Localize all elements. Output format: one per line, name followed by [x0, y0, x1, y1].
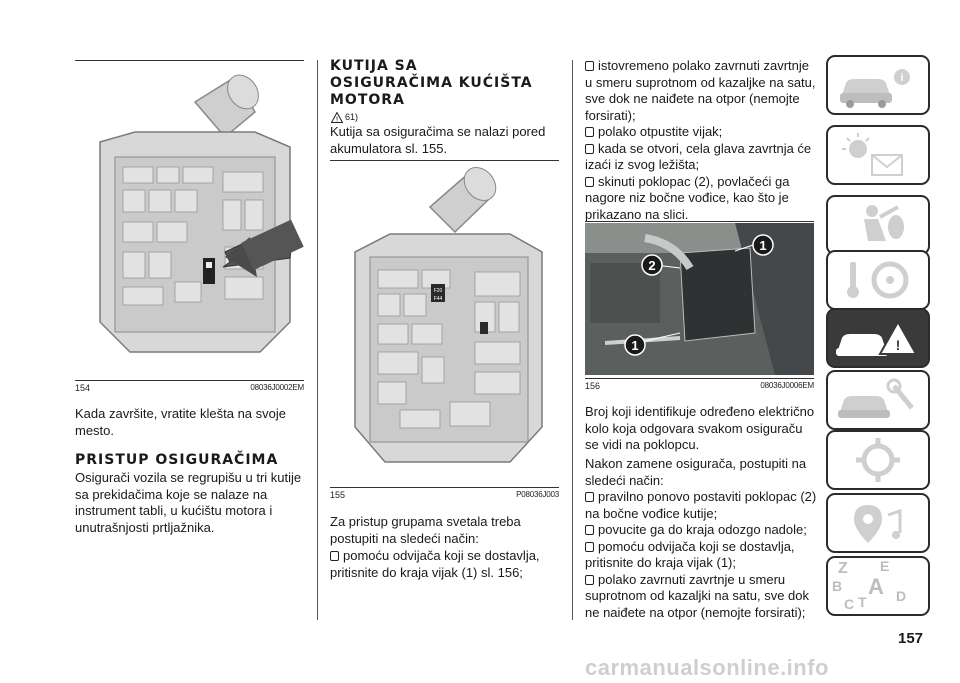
index-letter: Z [838, 560, 848, 577]
col3-bullet-text: polako zavrnuti zavrtnje u smeru suprotnom od kazaljki na satu, sve dok ne naiđete na otpor (nemojte forsirati); [585, 571, 810, 620]
col3-bullet-item [585, 58, 817, 124]
col3-bullet-item [585, 539, 819, 572]
figure-155-number: 155 [330, 490, 346, 500]
col2-bullet-item [330, 548, 562, 581]
col3-bullet-item [585, 141, 817, 174]
bullet-square-icon [585, 144, 594, 154]
caption-rule-156 [585, 378, 814, 379]
bullet-square-icon [585, 492, 594, 502]
col3-para2: Nakon zamene osigurača, postupiti na sledeći način: [585, 456, 807, 488]
sidebar-tab-technical-data[interactable] [826, 430, 930, 490]
sidebar-tab-starting-driving[interactable] [826, 250, 930, 310]
col2-bullet-text: pomoću odvijača koji se dostavlja, pritisnite do kraja vijak (1) sl. 156; [330, 548, 540, 580]
index-letter: E [880, 558, 890, 574]
figure-154-caption [75, 383, 304, 393]
figure-154-code: 08036J0002EM [250, 383, 304, 392]
sidebar-tab-car-info[interactable] [826, 55, 930, 115]
bullet-square-icon [585, 525, 594, 535]
figure-155 [330, 162, 559, 484]
sidebar-tab-safety[interactable] [826, 195, 930, 255]
bullet-square-icon [585, 177, 594, 187]
column-separator-2 [572, 60, 573, 620]
col3-bullet-item [585, 572, 819, 622]
svg-text:!: ! [895, 337, 901, 353]
col3-bullet-text: skinuti poklopac (2), povlačeći ga nagore niz bočne vođice, kao što je prikazano na slici. [585, 173, 790, 222]
heading-pristup-osiguracima: PRISTUP OSIGURAČIMA [75, 452, 279, 468]
figure-155-caption [330, 490, 559, 500]
technical-data-icon [828, 432, 928, 488]
figure-156-code: 08036J0006EM [760, 381, 814, 390]
col3-bullet-item [585, 522, 819, 539]
top-rule-col3 [585, 221, 814, 222]
figure-154 [75, 62, 304, 376]
car-info-icon [828, 57, 928, 113]
index-letter: D [896, 588, 907, 604]
col3-bullet-item [585, 124, 817, 141]
col3-bullet-item [585, 174, 817, 224]
index-letter: C [844, 596, 855, 612]
seat-airbag-icon [828, 197, 928, 253]
svg-text:!: ! [335, 115, 339, 123]
index-letter: T [858, 594, 867, 610]
top-rule-col1 [75, 60, 304, 61]
column-separator-1 [317, 60, 318, 620]
figure-156-number: 156 [585, 381, 601, 391]
sidebar-tab-lights-messages[interactable] [826, 125, 930, 185]
col3-bullet-text: pomoću odvijača koji se dostavlja, pritisnite do kraja vijak (1); [585, 538, 795, 570]
col2-intro-text: Kutija sa osiguračima se nalazi pored akumulatora sl. 155. [330, 124, 546, 156]
col3-bullet-item [585, 489, 819, 522]
col3-para1: Broj koji identifikuje određeno električno kolo koja odgovara svakom osiguraču se vidi na poklopcu. [585, 404, 815, 452]
col3-bottom-bullets [585, 489, 819, 621]
caption-rule-155 [330, 487, 559, 488]
page-number: 157 [898, 630, 924, 647]
col3-bullet-text: polako otpustite vijak; [598, 124, 723, 139]
figure-155-code: P08036J003 [516, 490, 559, 499]
top-rule-col2 [330, 160, 559, 161]
steering-key-icon [828, 252, 928, 308]
col2-access-text: Za pristup grupama svetala treba postupiti na sledeći način: [330, 514, 521, 546]
figure-156-photo [585, 223, 814, 375]
index-letter: B [832, 578, 843, 594]
heading-kutija-line2: OSIGURAČIMA KUĆIŠTA [330, 75, 533, 91]
maintenance-tools-icon [828, 372, 928, 428]
svg-text:i: i [900, 72, 904, 84]
index-letter: A [868, 574, 884, 599]
col3-bullet-text: istovremeno polako zavrnuti zavrtnje u smeru suprotnom od kazaljke na satu, sve dok ne naiđete na otpor (nemojte forsirati); [585, 58, 816, 123]
alphabetical-index-icon [828, 558, 928, 614]
watermark[interactable]: carmanualsonline.info [585, 655, 829, 680]
callout-1-top: 1 [759, 238, 767, 253]
col3-bullet-text: kada se otvori, cela glava zavrtnja će izaći iz svog ležišta; [585, 140, 812, 172]
fuse-label-f20: F20 [433, 288, 443, 294]
warning-reference: 61) [345, 112, 359, 122]
breakdown-warning-icon [828, 310, 928, 366]
bullet-square-icon [585, 542, 594, 552]
callout-2: 2 [648, 258, 656, 273]
heading-kutija-line1: KUTIJA SA [330, 58, 418, 74]
fuse-label-f44: F44 [433, 296, 443, 302]
lights-mail-icon [828, 127, 928, 183]
sidebar-tab-index[interactable] [826, 556, 930, 616]
sidebar-tab-emergency[interactable] [826, 308, 930, 368]
figure-156-caption [585, 381, 814, 391]
heading-kutija-line3: MOTORA [330, 92, 405, 108]
figure-154-number: 154 [75, 383, 91, 393]
bullet-square-icon [585, 127, 594, 137]
bullet-square-icon [585, 575, 594, 585]
bullet-square-icon [330, 551, 339, 561]
col3-top-bullets [585, 58, 817, 223]
col3-bullet-text: povucite ga do kraja odozgo nadole; [598, 522, 807, 537]
callout-1-bottom: 1 [631, 338, 639, 353]
col1-intro-text: Kada završite, vratite klešta na svoje mesto. [75, 406, 286, 438]
multimedia-navigation-icon [828, 495, 928, 551]
caption-rule-154 [75, 380, 304, 381]
sidebar-tab-multimedia[interactable] [826, 493, 930, 553]
bullet-square-icon [585, 61, 594, 71]
sidebar-tab-maintenance[interactable] [826, 370, 930, 430]
warning-triangle-icon [331, 110, 343, 121]
col1-body-text: Osigurači vozila se regrupišu u tri kutije sa prekidačima koje se nalaze na instrument tabli, u kućištu motora i unutrašnjosti prtljažnika. [75, 470, 302, 535]
col3-bullet-text: pravilno ponovo postaviti poklopac (2) na bočne vođice kutije; [585, 489, 817, 521]
